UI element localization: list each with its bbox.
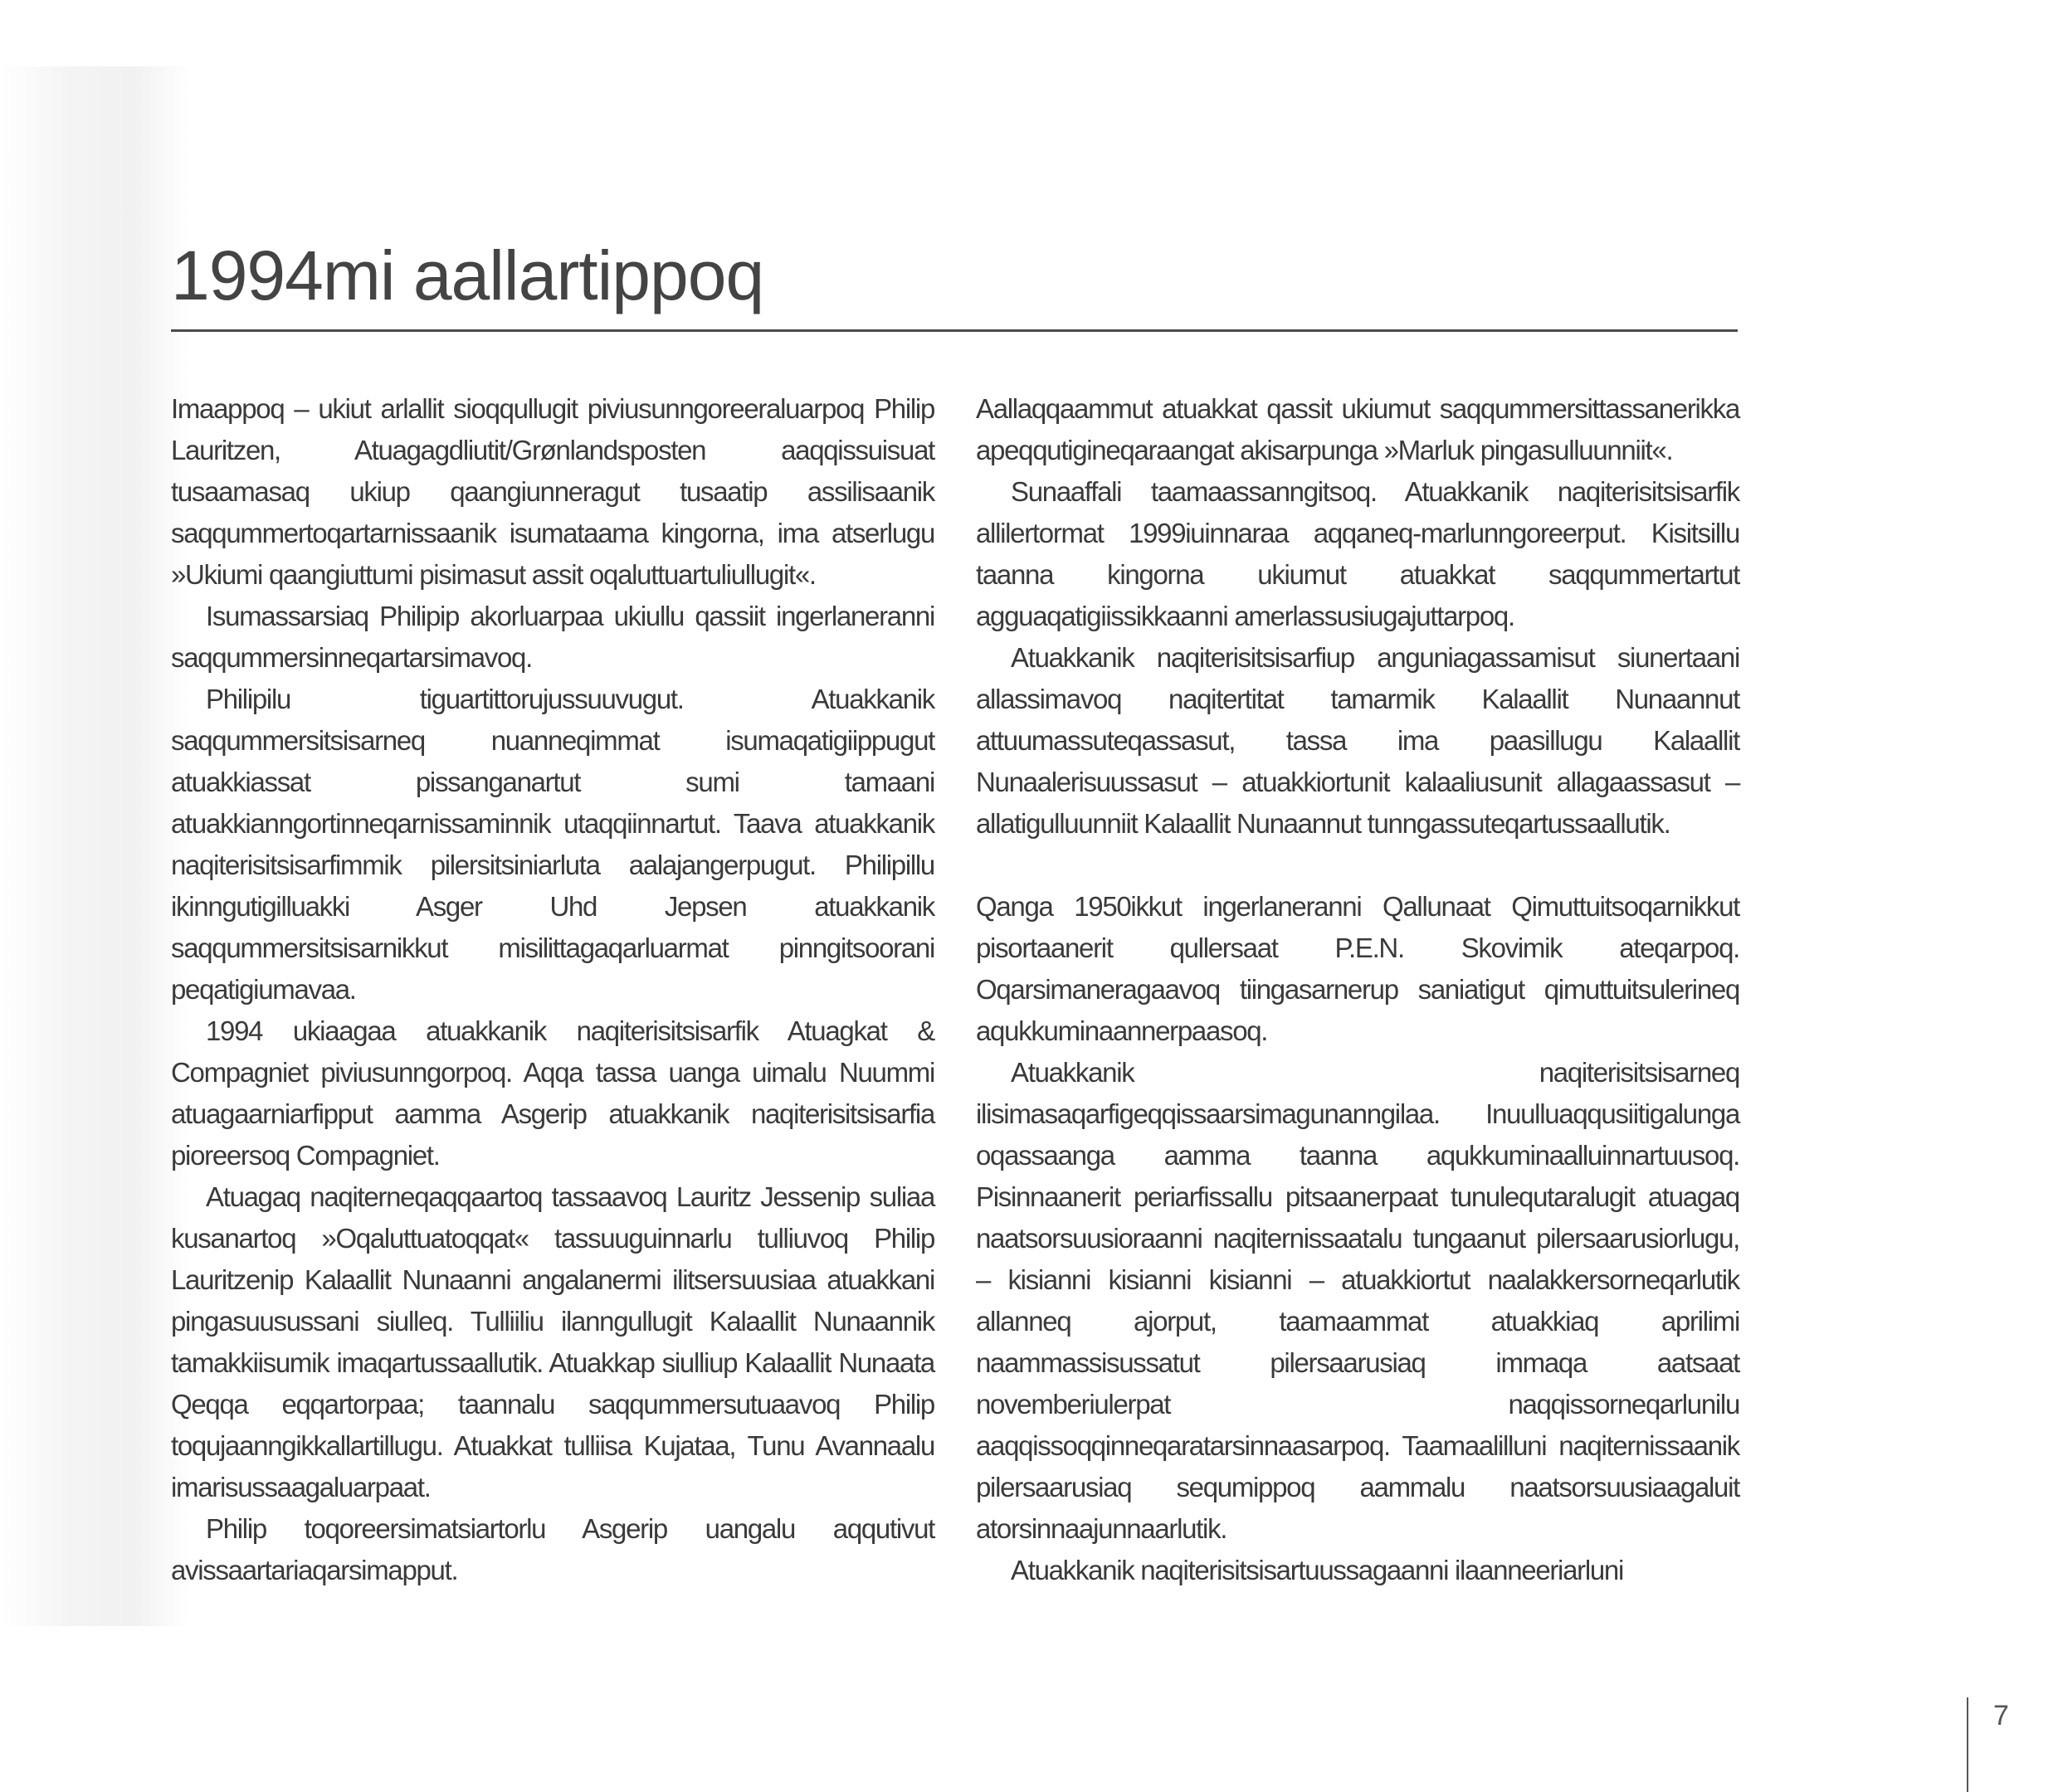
right-paragraph-5: Atuakkanik naqiterisitsisarneq ilisimasaqarfigeqqissaarsimagunanngilaa. Inuulluaqqusiitigalunga oqassaanga aamma taanna aqukkuminaalluinnartuusoq. Pisinnaanerit periarfissallu pitsaanerpaat tunulequtaralugit atuagaq naatsorsuusioraanni naqiternissaatalu tungaanut pilersaarusiorlugu, – kisianni kisianni kisianni – atuakkiortut naalakkersorneqarlutik allanneq ajorput, taamaammat atuakkiaq aprilimi naammassisussatut pilersaarusiaq immaqa aatsaat novemberiulerpat naqqissorneqarlunilu aaqqissoqqinneqaratarsinnaasarpoq. Taamaalilluni naqiternissaanik pilersaarusiaq sequmippoq aammalu naatsorsuusiaagaluit atorsinnaajunnaarlutik. bbox=[976, 1057, 1739, 1544]
right-column bbox=[976, 388, 1739, 1591]
left-paragraph-3: Philipilu tiguartittorujussuuvugut. Atuakkanik saqqummersitsisarneq nuanneqimmat isumaqatigiippugut atuakkiassat pissanganartut sumi tamaani atuakkianngortinneqarnissaminnik utaqqiinnartut. Taava atuakkanik naqiterisitsisarfimmik pilersitsiniarluta aalajangerpugut. Philipillu ikinngutigilluakki Asger Uhd Jepsen atuakkanik saqqummersitsisarnikkut misilittagaqarluarmat pinngitsoorani peqatigiumavaa. bbox=[171, 684, 934, 1005]
title-divider bbox=[171, 329, 1738, 332]
left-column bbox=[171, 388, 934, 1591]
page-title: 1994mi aallartippoq bbox=[171, 236, 764, 314]
left-paragraph-4: 1994 ukiaagaa atuakkanik naqiterisitsisarfik Atuagkat & Compagniet piviusunngorpoq. Aqqa tassa uanga uimalu Nuummi atuagaarniarfipput aamma Asgerip atuakkanik naqiterisitsisarfia pioreersoq Compagniet. bbox=[171, 1015, 934, 1171]
page-number: 7 bbox=[1993, 1700, 2009, 1731]
left-paragraph-5: Atuagaq naqiterneqaqqaartoq tassaavoq Lauritz Jessenip suliaa kusanartoq »Oqaluttuatoqqat« tassuuguinnarlu tulliuvoq Philip Lauritzenip Kalaallit Nunaanni angalanermi ilitsersuusiaa atuakkani pingasuusussani siulleq. Tulliiliu ilanngullugit Kalaallit Nunaannik tamakkiisumik imaqartussaallutik. Atuakkap siulliup Kalaallit Nunaata Qeqqa eqqartorpaa; taannalu saqqummersutuaavoq Philip toqujaanngikkallartillugu. Atuakkat tulliisa Kujataa, Tunu Avannaalu imarisussaagaluarpaat. bbox=[171, 1181, 934, 1502]
right-paragraph-6: Atuakkanik naqiterisitsisartuussagaanni ilaanneeriarluni bbox=[1011, 1555, 1624, 1585]
right-paragraph-4: Qanga 1950ikkut ingerlaneranni Qallunaat Qimuttuitsoqarnikkut pisortaanerit qullersaat P.E.N. Skovimik ateqarpoq. Oqarsimaneragaavoq tiingasarnerup saniatigut qimuttuitsulerineq aqukkuminaannerpaasoq. bbox=[976, 891, 1739, 1046]
left-paragraph-2: Isumassarsiaq Philipip akorluarpaa ukiullu qassiit ingerlaneranni saqqummersinneqartarsimavoq. bbox=[171, 601, 934, 673]
page-gutter-shadow bbox=[0, 66, 191, 1626]
right-paragraph-2: Sunaaffali taamaassanngitsoq. Atuakkanik naqiterisitsisarfik allilertormat 1999iuinnaraa aqqaneq-marlunngoreerput. Kisitsillu taanna kingorna ukiumut atuakkat saqqummertartut agguaqatigiissikkaanni amerlassusiugajuttarpoq. bbox=[976, 476, 1739, 631]
right-paragraph-1: Aallaqqaammut atuakkat qassit ukiumut saqqummersittassanerikka apeqqutigineqaraangat akisarpunga »Marluk pingasulluunniit«. bbox=[976, 393, 1739, 465]
right-paragraph-3: Atuakkanik naqiterisitsisarfiup anguniagassamisut siunertaani allassimavoq naqitertitat tamarmik Kalaallit Nunaannut attuumassuteqassasut, tassa ima paasillugu Kalaallit Nunaalerisuussasut – atuakkiortunit kalaaliusunit allagaassasut – allatigulluunniit Kalaallit Nunaannut tunngassuteqartussaallutik. bbox=[976, 642, 1739, 839]
left-paragraph-6: Philip toqoreersimatsiartorlu Asgerip uangalu aqqutivut avissaartariaqarsimapput. bbox=[171, 1513, 934, 1585]
page-number-bar bbox=[1967, 1697, 1968, 1792]
left-paragraph-1: Imaappoq – ukiut arlallit sioqqullugit piviusunngoreeraluarpoq Philip Lauritzen, Atuagagdliutit/Grønlandsposten aaqqissuisuat tusaamasaq ukiup qaangiunneragut tusaatip assilisaanik saqqummertoqartarnissaanik isumataama kingorna, ima atserlugu »Ukiumi qaangiuttumi pisimasut assit oqaluttuartuliullugit«. bbox=[171, 393, 934, 590]
